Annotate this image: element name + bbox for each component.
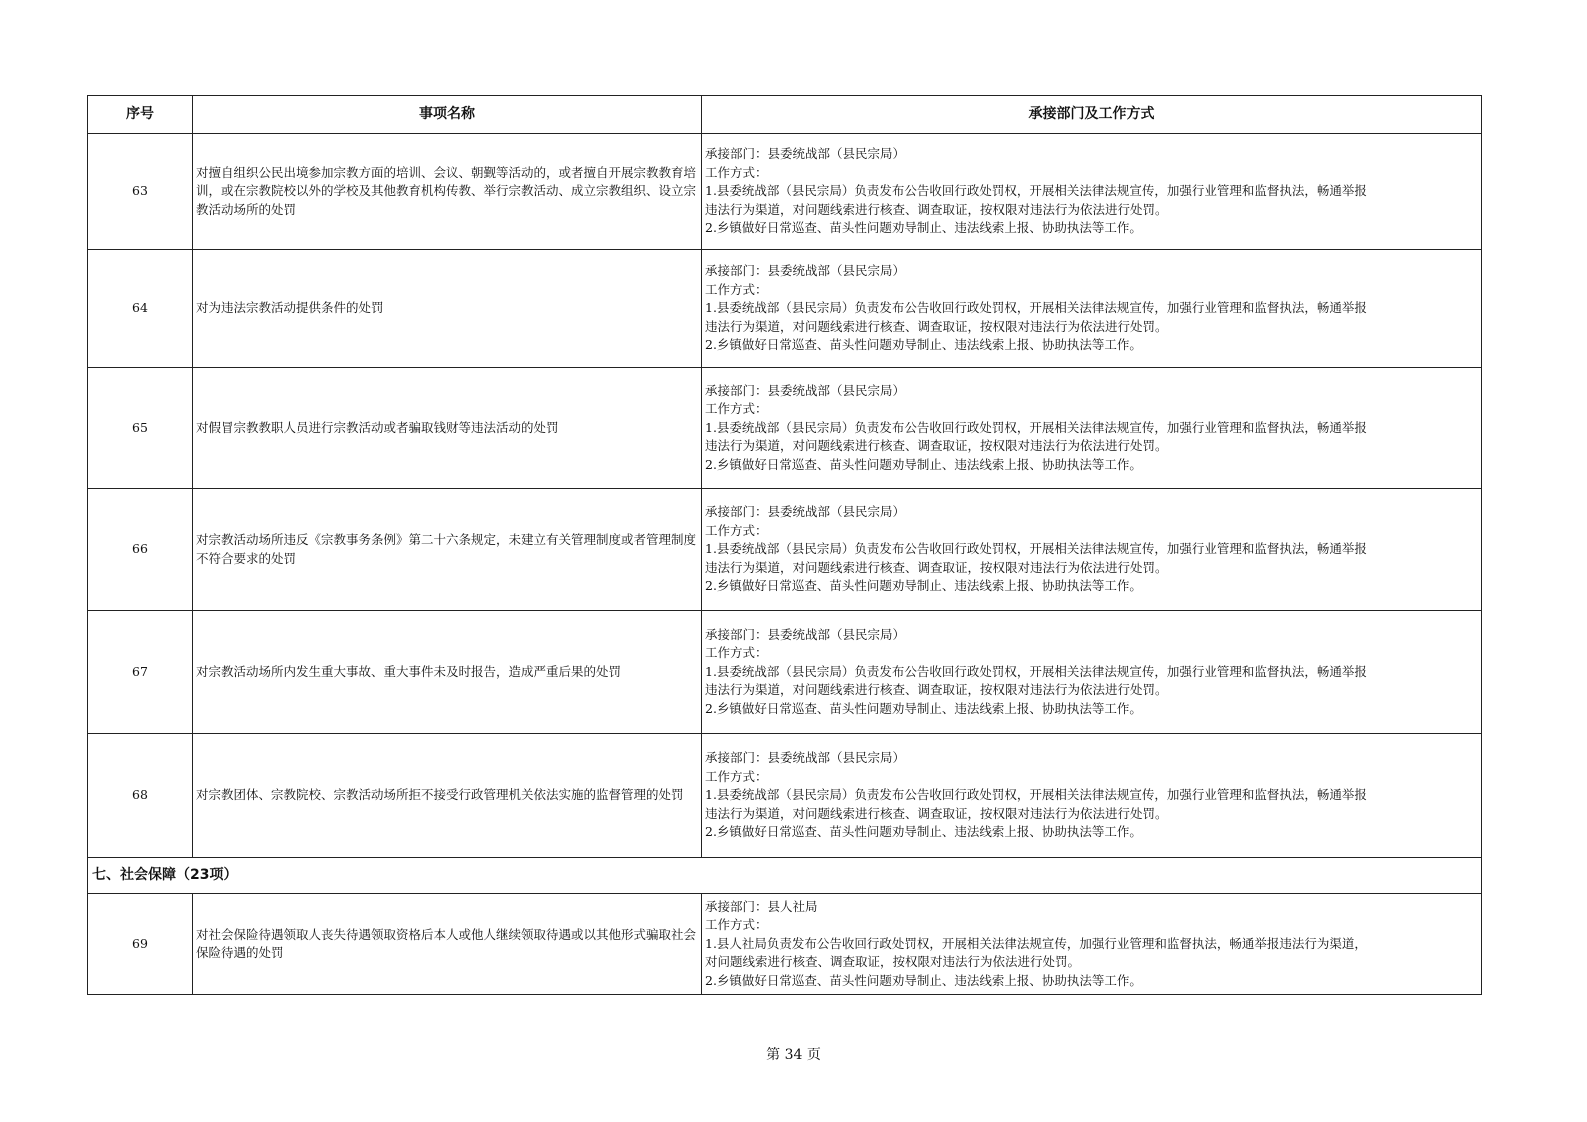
row-dept-method xyxy=(702,894,1482,995)
header-name: 事项名称 xyxy=(193,96,702,134)
table-row xyxy=(88,250,1482,368)
dept-line: 工作方式： xyxy=(705,522,768,538)
items-table xyxy=(87,95,1482,995)
dept-line: 承接部门：县委统战部（县民宗局） xyxy=(705,382,906,398)
row-seq: 64 xyxy=(88,250,193,368)
row-dept-method xyxy=(702,250,1482,368)
dept-line: 2.乡镇做好日常巡查、苗头性问题劝导制止、违法线索上报、协助执法等工作。 xyxy=(705,824,1142,840)
table-row xyxy=(88,611,1482,734)
header-seq: 序号 xyxy=(88,96,193,134)
row-item-name: 对宗教活动场所内发生重大事故、重大事件未及时报告，造成严重后果的处罚 xyxy=(193,611,702,734)
dept-line: 2.乡镇做好日常巡查、苗头性问题劝导制止、违法线索上报、协助执法等工作。 xyxy=(705,337,1142,353)
dept-line: 工作方式： xyxy=(705,917,768,933)
header-dept: 承接部门及工作方式 xyxy=(702,96,1482,134)
table-body-section xyxy=(88,858,1482,894)
dept-line: 工作方式： xyxy=(705,281,768,297)
row-item-name: 对社会保险待遇领取人丧失待遇领取资格后本人或他人继续领取待遇或以其他形式骗取社会保险待遇的处罚 xyxy=(193,894,702,995)
dept-line: 2.乡镇做好日常巡查、苗头性问题劝导制止、违法线索上报、协助执法等工作。 xyxy=(705,578,1142,594)
row-item-name: 对假冒宗教教职人员进行宗教活动或者骗取钱财等违法活动的处罚 xyxy=(193,368,702,489)
dept-line: 工作方式： xyxy=(705,768,768,784)
dept-line: 违法行为渠道，对问题线索进行核查、调查取证，按权限对违法行为依法进行处罚。 xyxy=(705,682,1168,698)
row-item-name: 对擅自组织公民出境参加宗教方面的培训、会议、朝觐等活动的，或者擅自开展宗教教育培训，或在宗教院校以外的学校及其他教育机构传教、举行宗教活动、成立宗教组织、设立宗教活动场所的处罚 xyxy=(193,134,702,250)
dept-line: 1.县委统战部（县民宗局）负责发布公告收回行政处罚权，开展相关法律法规宣传，加强行业管理和监督执法，畅通举报 xyxy=(705,419,1367,435)
table-row xyxy=(88,734,1482,858)
row-seq: 66 xyxy=(88,489,193,611)
dept-line: 1.县委统战部（县民宗局）负责发布公告收回行政处罚权，开展相关法律法规宣传，加强行业管理和监督执法，畅通举报 xyxy=(705,787,1367,803)
table-row xyxy=(88,489,1482,611)
dept-line: 违法行为渠道，对问题线索进行核查、调查取证，按权限对违法行为依法进行处罚。 xyxy=(705,438,1168,454)
table-row xyxy=(88,894,1482,995)
row-item-name: 对为违法宗教活动提供条件的处罚 xyxy=(193,250,702,368)
row-seq: 63 xyxy=(88,134,193,250)
dept-line: 1.县委统战部（县民宗局）负责发布公告收回行政处罚权，开展相关法律法规宣传，加强行业管理和监督执法，畅通举报 xyxy=(705,663,1367,679)
dept-line: 工作方式： xyxy=(705,164,768,180)
table-body-before xyxy=(88,134,1482,858)
dept-line: 1.县委统战部（县民宗局）负责发布公告收回行政处罚权，开展相关法律法规宣传，加强行业管理和监督执法，畅通举报 xyxy=(705,183,1367,199)
dept-line: 2.乡镇做好日常巡查、苗头性问题劝导制止、违法线索上报、协助执法等工作。 xyxy=(705,700,1142,716)
dept-line: 工作方式： xyxy=(705,645,768,661)
page-number: 第 34 页 xyxy=(766,1047,821,1063)
row-seq: 67 xyxy=(88,611,193,734)
dept-line: 承接部门：县委统战部（县民宗局） xyxy=(705,263,906,279)
table-row xyxy=(88,368,1482,489)
table-row xyxy=(88,134,1482,250)
table-header-row xyxy=(88,96,1482,134)
dept-line: 2.乡镇做好日常巡查、苗头性问题劝导制止、违法线索上报、协助执法等工作。 xyxy=(705,972,1142,988)
section-title: 七、社会保障（23项） xyxy=(88,858,1482,894)
dept-line: 违法行为渠道，对问题线索进行核查、调查取证，按权限对违法行为依法进行处罚。 xyxy=(705,805,1168,821)
dept-line: 1.县委统战部（县民宗局）负责发布公告收回行政处罚权，开展相关法律法规宣传，加强行业管理和监督执法，畅通举报 xyxy=(705,300,1367,316)
row-seq: 69 xyxy=(88,894,193,995)
dept-line: 2.乡镇做好日常巡查、苗头性问题劝导制止、违法线索上报、协助执法等工作。 xyxy=(705,456,1142,472)
table-body-after xyxy=(88,894,1482,995)
dept-line: 承接部门：县委统战部（县民宗局） xyxy=(705,504,906,520)
section-row xyxy=(88,858,1482,894)
dept-line: 承接部门：县委统战部（县民宗局） xyxy=(705,146,906,162)
dept-line: 违法行为渠道，对问题线索进行核查、调查取证，按权限对违法行为依法进行处罚。 xyxy=(705,201,1168,217)
dept-line: 2.乡镇做好日常巡查、苗头性问题劝导制止、违法线索上报、协助执法等工作。 xyxy=(705,220,1142,236)
row-dept-method xyxy=(702,734,1482,858)
row-item-name: 对宗教活动场所违反《宗教事务条例》第二十六条规定，未建立有关管理制度或者管理制度不符合要求的处罚 xyxy=(193,489,702,611)
row-item-name: 对宗教团体、宗教院校、宗教活动场所拒不接受行政管理机关依法实施的监督管理的处罚 xyxy=(193,734,702,858)
row-dept-method xyxy=(702,489,1482,611)
dept-line: 1.县委统战部（县民宗局）负责发布公告收回行政处罚权，开展相关法律法规宣传，加强行业管理和监督执法，畅通举报 xyxy=(705,541,1367,557)
row-seq: 68 xyxy=(88,734,193,858)
row-dept-method xyxy=(702,368,1482,489)
row-dept-method xyxy=(702,134,1482,250)
dept-line: 承接部门：县委统战部（县民宗局） xyxy=(705,750,906,766)
dept-line: 工作方式： xyxy=(705,401,768,417)
dept-line: 违法行为渠道，对问题线索进行核查、调查取证，按权限对违法行为依法进行处罚。 xyxy=(705,559,1168,575)
row-seq: 65 xyxy=(88,368,193,489)
dept-line: 对问题线索进行核查、调查取证，按权限对违法行为依法进行处罚。 xyxy=(705,954,1081,970)
dept-line: 违法行为渠道，对问题线索进行核查、调查取证，按权限对违法行为依法进行处罚。 xyxy=(705,318,1168,334)
dept-line: 1.县人社局负责发布公告收回行政处罚权，开展相关法律法规宣传，加强行业管理和监督执法，畅通举报违法行为渠道， xyxy=(705,935,1367,951)
dept-line: 承接部门：县委统战部（县民宗局） xyxy=(705,626,906,642)
dept-line: 承接部门：县人社局 xyxy=(705,898,818,914)
row-dept-method xyxy=(702,611,1482,734)
